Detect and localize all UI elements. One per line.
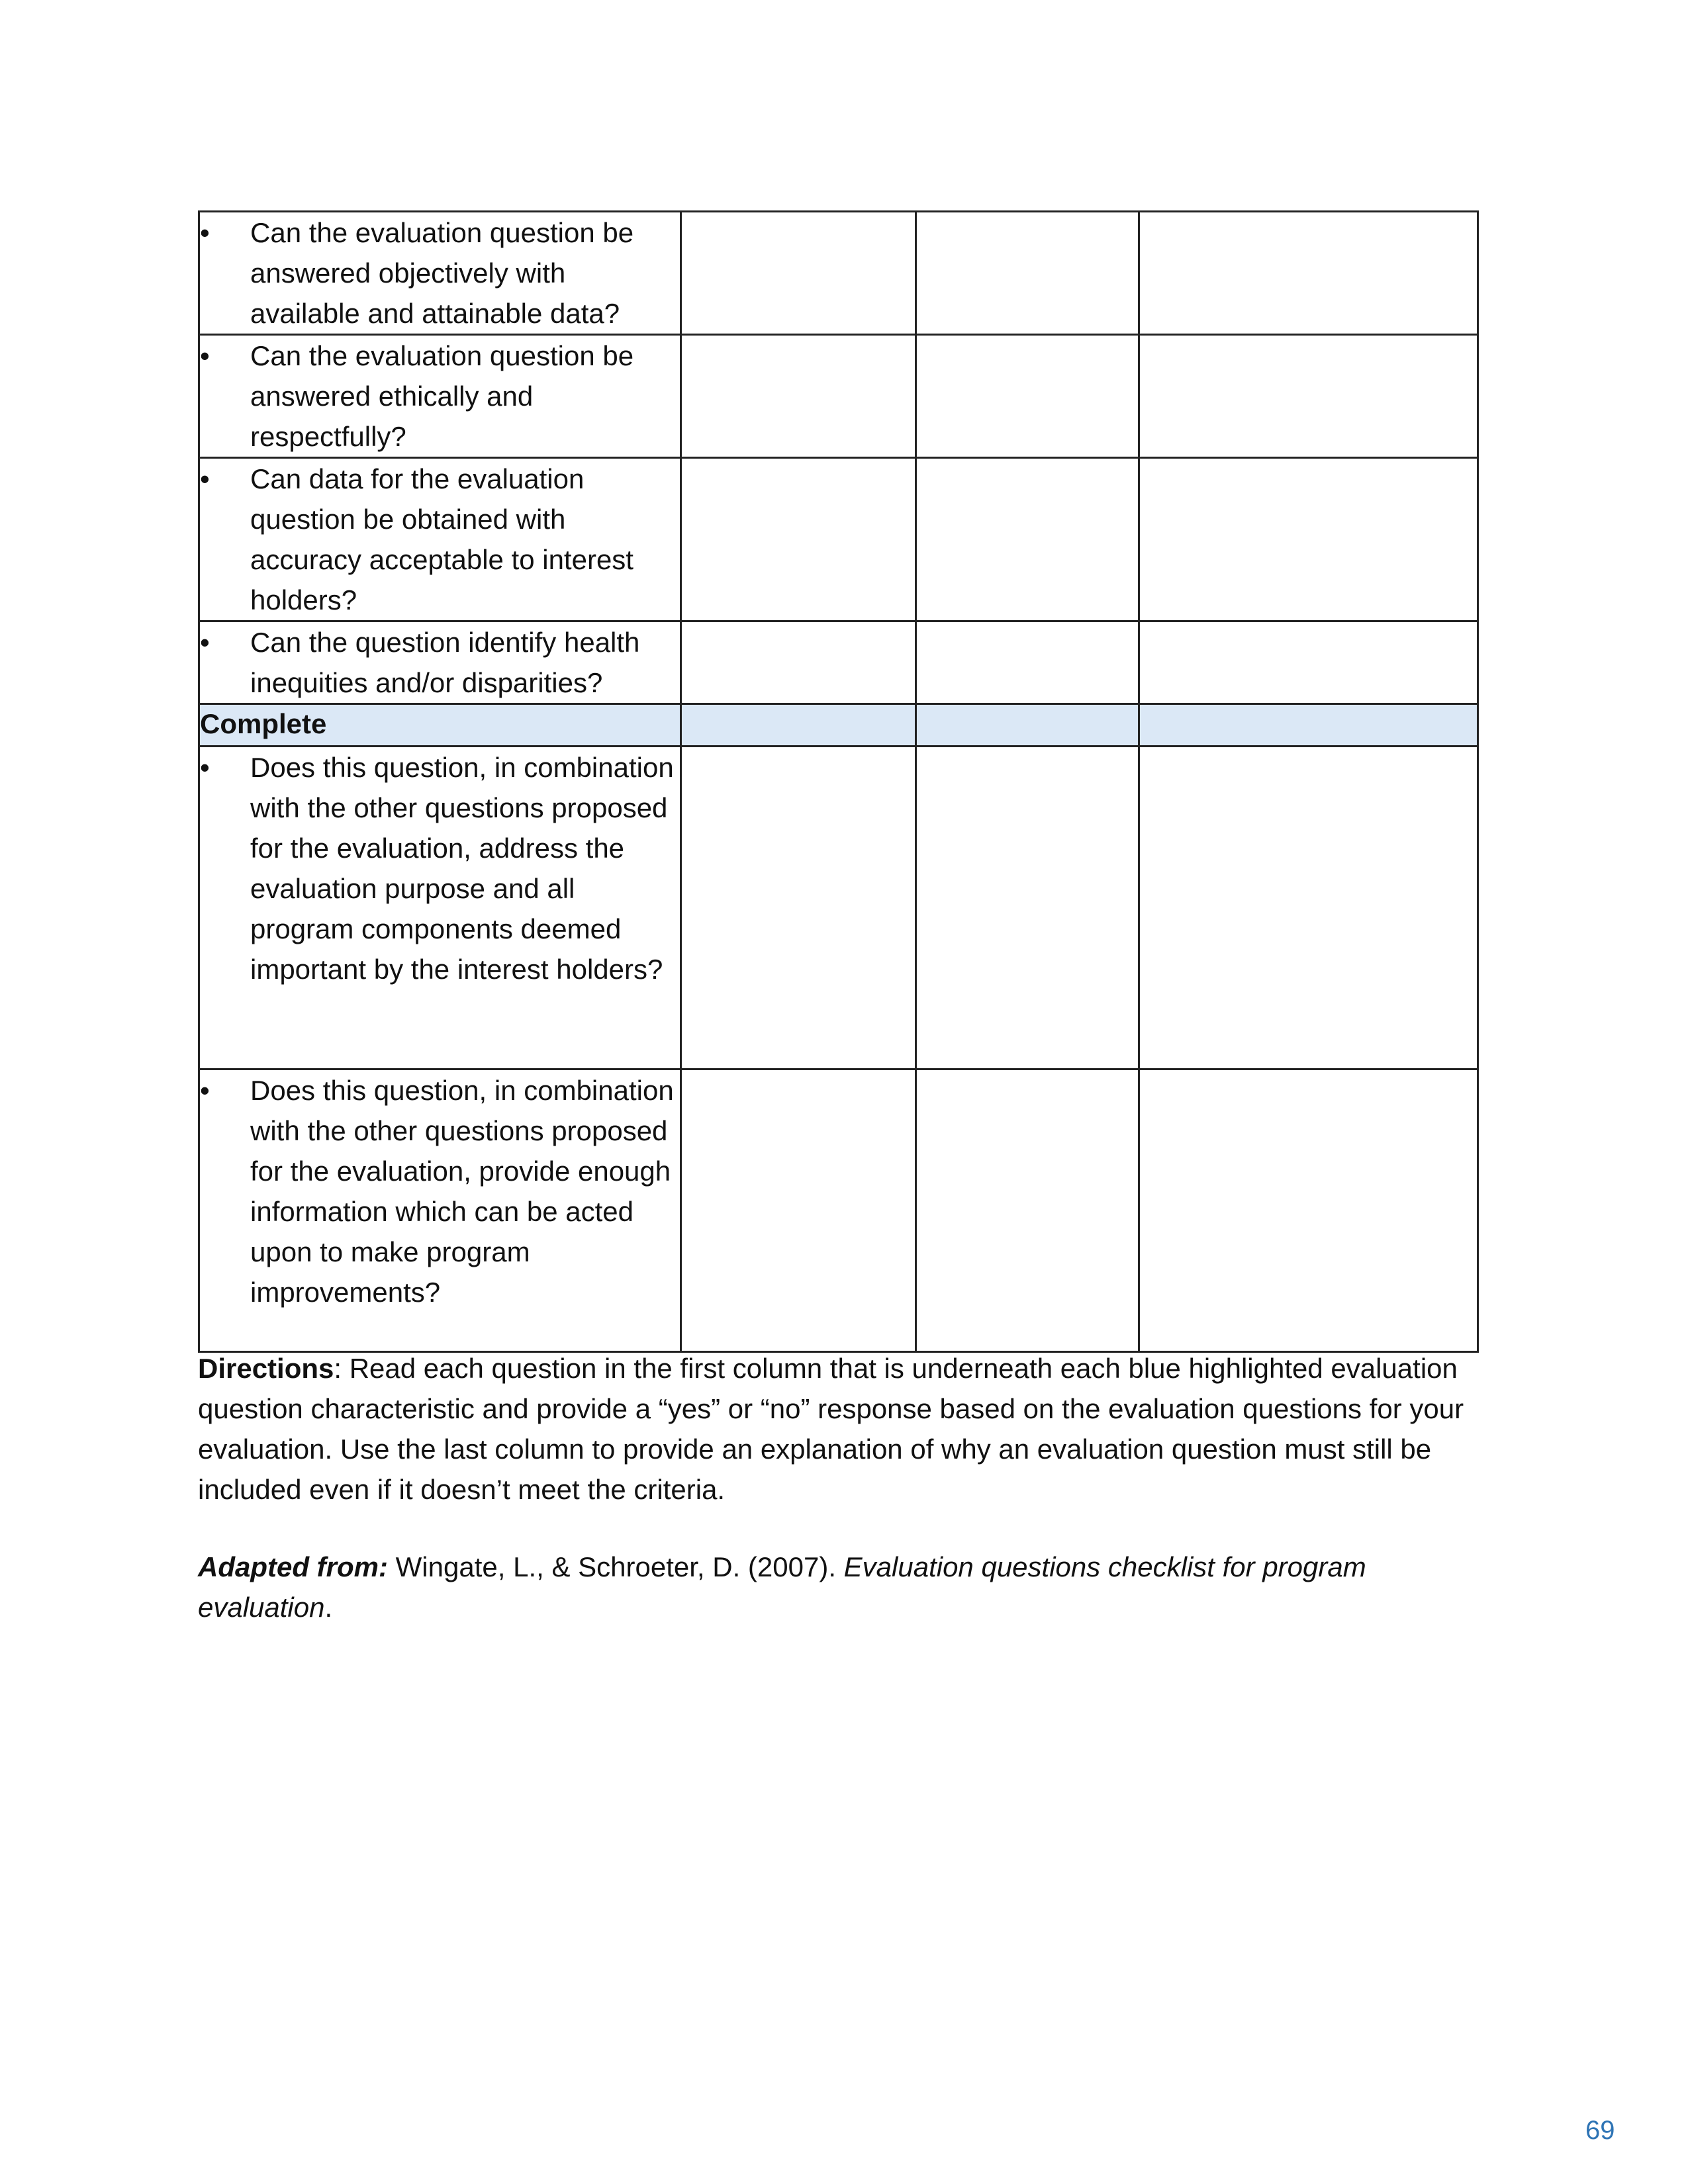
table-row — [199, 458, 1478, 621]
citation-title: Evaluation questions checklist for program evaluation — [198, 1551, 1366, 1623]
question-text: Can the evaluation question be answered ethically and respectfully? — [250, 340, 634, 452]
list-item — [200, 747, 680, 989]
explanation-cell[interactable] — [1139, 621, 1478, 704]
response-cell-no[interactable] — [916, 335, 1139, 458]
table-row — [199, 335, 1478, 458]
bullet-icon: • — [200, 217, 210, 248]
question-text: Can data for the evaluation question be obtained with accuracy acceptable to interest holders? — [250, 463, 633, 615]
response-cell-no[interactable] — [916, 1069, 1139, 1352]
question-text: Does this question, in combination with the other questions proposed for the evaluation, address the evaluation purpose and all program components deemed important by the interest holders? — [250, 752, 674, 985]
list-item — [200, 1070, 680, 1312]
question-text: Can the evaluation question be answered objectively with available and attainable data? — [250, 217, 634, 329]
question-cell — [199, 1069, 681, 1352]
table-row — [199, 212, 1478, 335]
question-cell — [199, 621, 681, 704]
list-item — [200, 336, 680, 457]
section-header-cell — [681, 704, 916, 747]
directions-text: : Read each question in the first column that is underneath each blue highlighted evaluation question characteristic and provide a “yes” or “no” response based on the evaluation questions for your evaluation. Use the last column to provide an explanation of why an evaluation question must still be included even if it doesn’t meet the criteria. — [198, 1353, 1464, 1505]
table-row — [199, 621, 1478, 704]
explanation-cell[interactable] — [1139, 335, 1478, 458]
question-cell — [199, 335, 681, 458]
response-cell-yes[interactable] — [681, 1069, 916, 1352]
citation-label: Adapted from: — [198, 1551, 388, 1582]
bullet-icon: • — [200, 340, 210, 371]
bullet-icon: • — [200, 1075, 210, 1106]
citation-authors: Wingate, L., & Schroeter, D. (2007). — [388, 1551, 844, 1582]
citation-paragraph — [198, 1547, 1489, 1627]
table-row — [199, 1069, 1478, 1352]
section-header-row — [199, 704, 1478, 747]
list-item — [200, 459, 680, 620]
section-header-cell — [1139, 704, 1478, 747]
response-cell-no[interactable] — [916, 621, 1139, 704]
response-cell-no[interactable] — [916, 747, 1139, 1069]
explanation-cell[interactable] — [1139, 1069, 1478, 1352]
list-item — [200, 622, 680, 703]
response-cell-no[interactable] — [916, 458, 1139, 621]
bullet-icon: • — [200, 627, 210, 658]
table-row — [199, 747, 1478, 1069]
bullet-icon: • — [200, 463, 210, 494]
response-cell-yes[interactable] — [681, 458, 916, 621]
directions-label: Directions — [198, 1353, 334, 1384]
question-cell — [199, 747, 681, 1069]
directions-paragraph — [198, 1348, 1489, 1510]
explanation-cell[interactable] — [1139, 458, 1478, 621]
question-cell — [199, 458, 681, 621]
response-cell-yes[interactable] — [681, 335, 916, 458]
question-text: Does this question, in combination with the other questions proposed for the evaluation, provide enough information which can be acted upon to make program improvements? — [250, 1075, 674, 1308]
section-header-complete: Complete — [199, 704, 681, 747]
explanation-cell[interactable] — [1139, 212, 1478, 335]
response-cell-yes[interactable] — [681, 747, 916, 1069]
bullet-icon: • — [200, 752, 210, 783]
response-cell-yes[interactable] — [681, 621, 916, 704]
response-cell-yes[interactable] — [681, 212, 916, 335]
citation-end: . — [324, 1592, 333, 1623]
response-cell-no[interactable] — [916, 212, 1139, 335]
question-cell — [199, 212, 681, 335]
question-text: Can the question identify health inequities and/or disparities? — [250, 627, 640, 698]
section-header-cell — [916, 704, 1139, 747]
explanation-cell[interactable] — [1139, 747, 1478, 1069]
evaluation-checklist-table — [198, 210, 1479, 1353]
list-item — [200, 212, 680, 334]
page-number: 69 — [1585, 2116, 1615, 2145]
